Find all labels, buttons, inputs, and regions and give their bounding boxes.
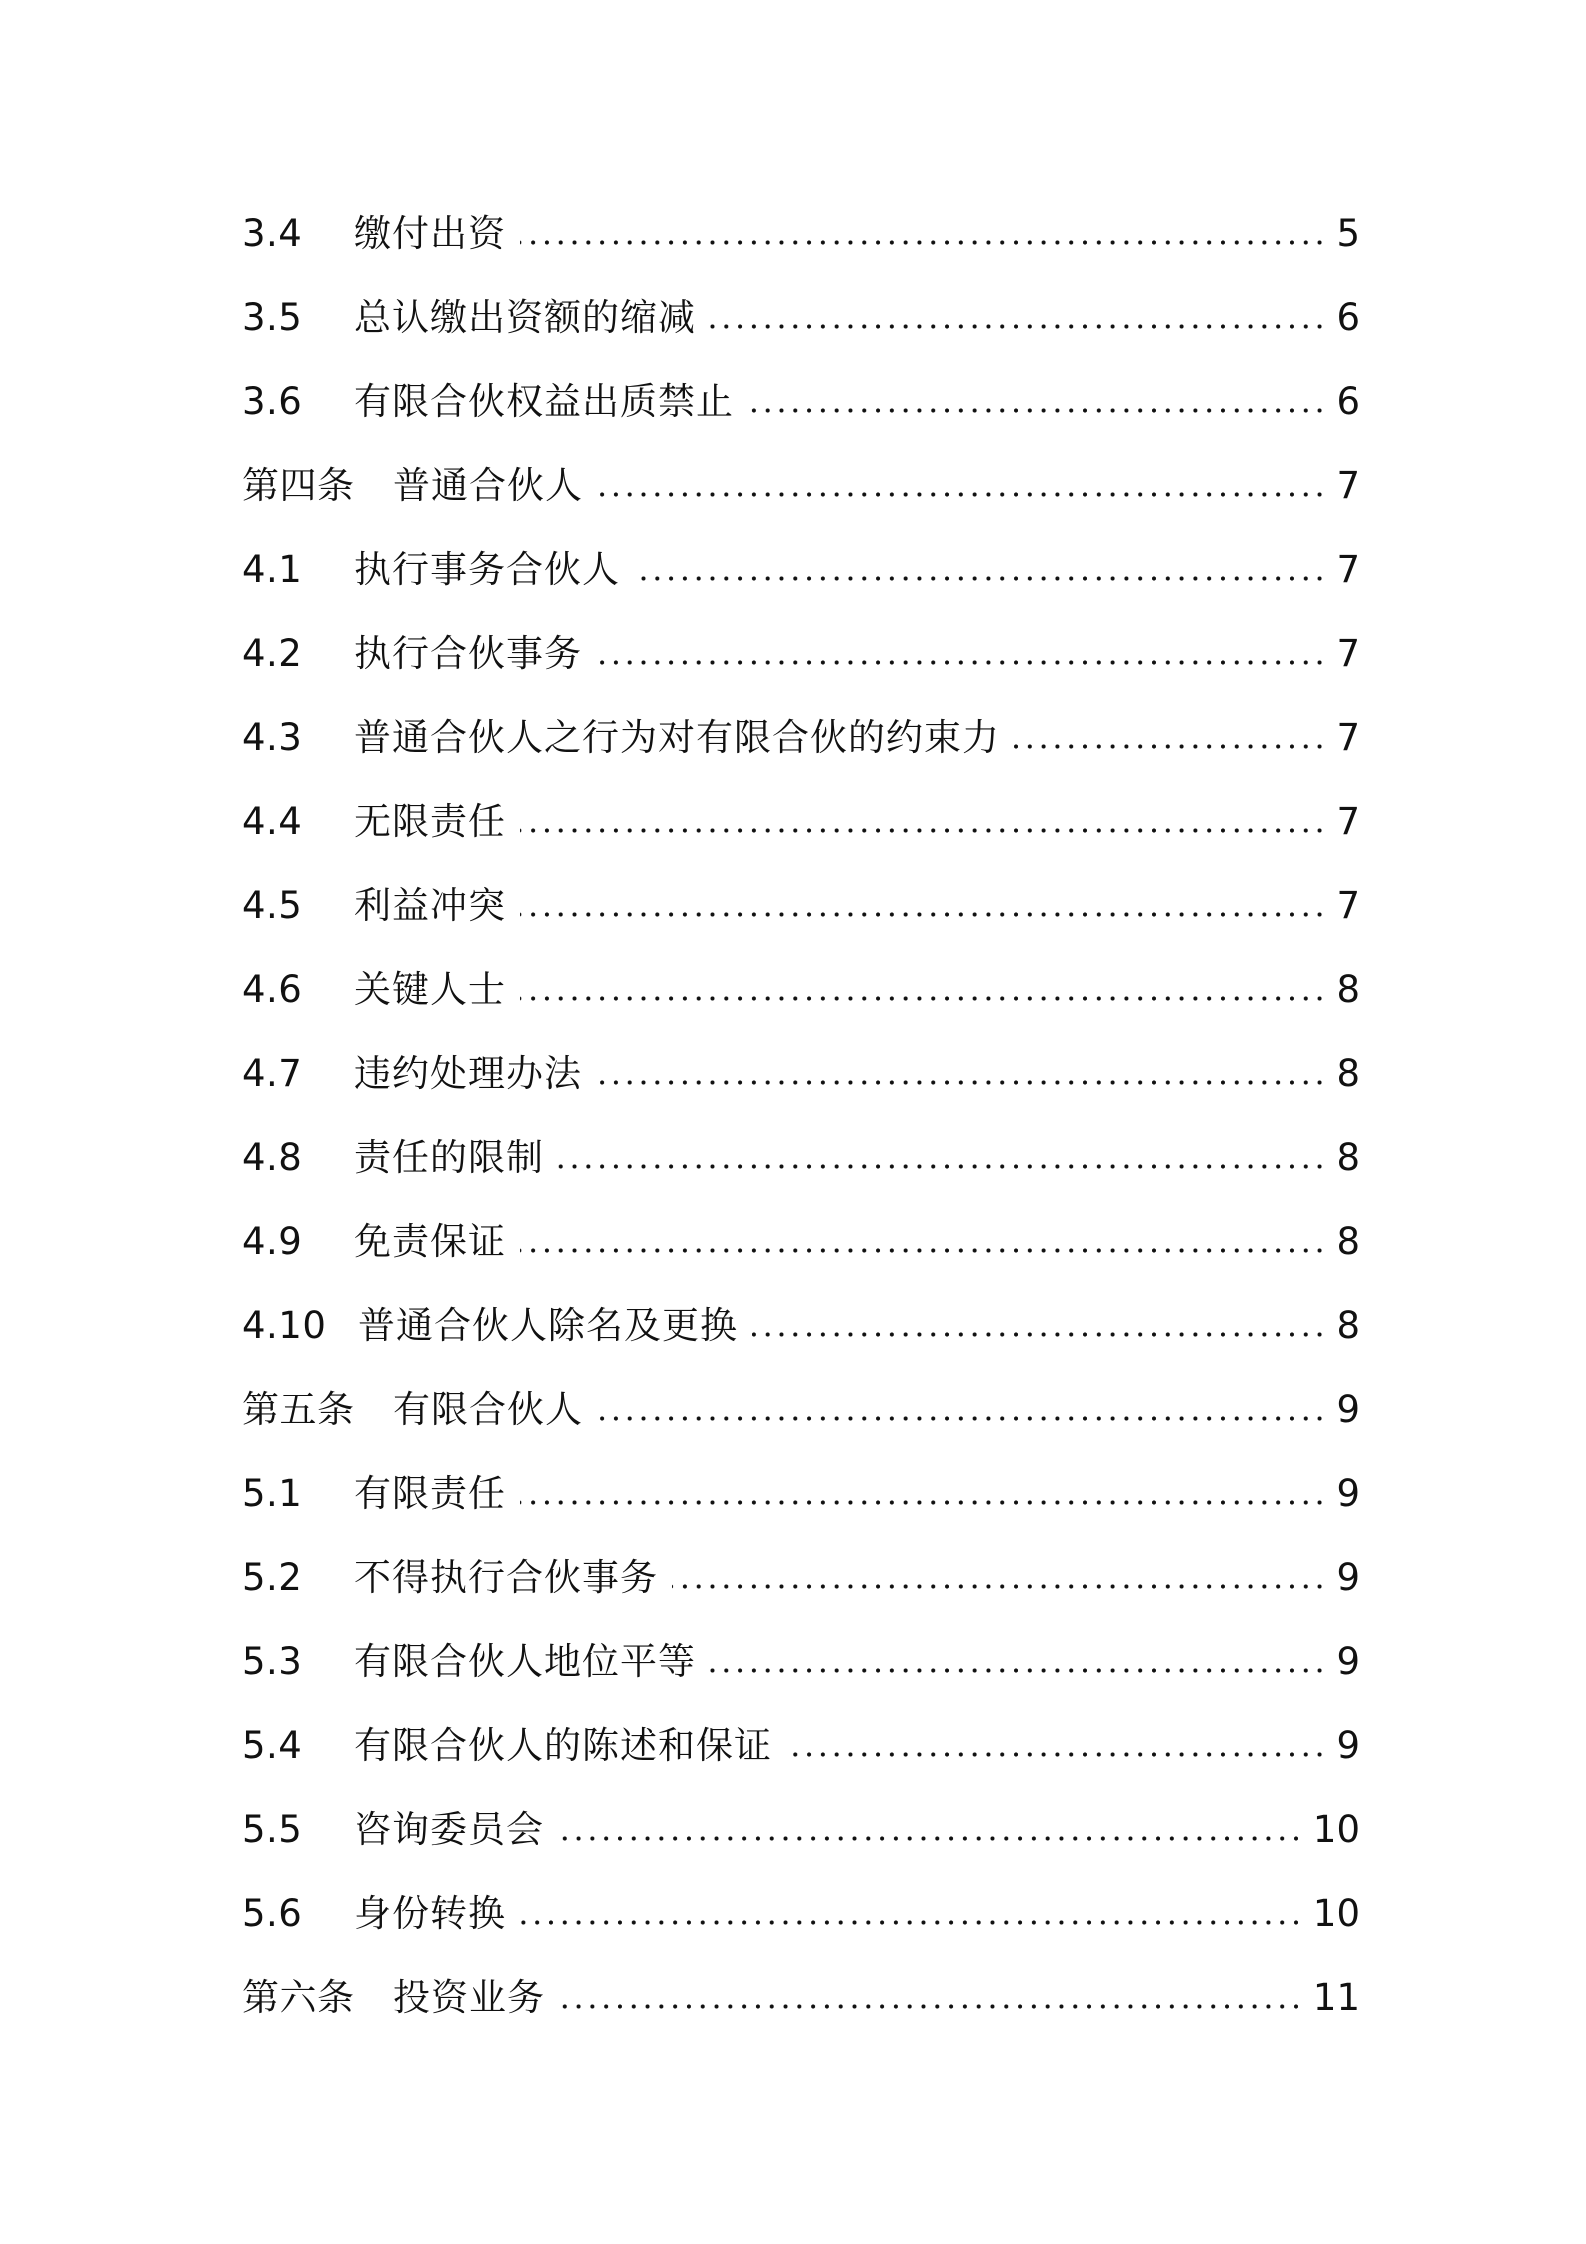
toc-entry-title: 有限合伙人 [393,1388,583,1431]
toc-entry-title: 有限责任 [354,1472,506,1515]
toc-entry-title: 免责保证 [354,1220,506,1263]
toc-entry-page-number: 5 [1336,212,1360,255]
dot-leader [786,1752,1326,1757]
dot-leader [559,2004,1303,2009]
toc-entry[interactable] [242,1200,1360,1284]
toc-entry-title: 普通合伙人除名及更换 [358,1304,738,1347]
toc-entry-title: 身份转换 [354,1892,506,1935]
toc-entry[interactable] [242,276,1360,360]
toc-entry-page-number: 9 [1336,1388,1360,1431]
toc-entry-number: 5.3 [242,1640,303,1683]
dot-leader [1014,744,1326,749]
toc-entry-number: 4.5 [242,884,303,927]
toc-entry-number: 第六条 [242,1976,355,2019]
dot-leader [672,1584,1326,1589]
toc-entry-number: 4.9 [242,1220,303,1263]
toc-entry-title: 普通合伙人 [393,464,583,507]
toc-entry[interactable] [242,1536,1360,1620]
toc-entry-title: 关键人士 [354,968,506,1011]
dot-leader [520,828,1326,833]
toc-entry-title: 有限合伙权益出质禁止 [354,380,734,423]
dot-leader [748,408,1326,413]
toc-entry-page-number: 7 [1336,716,1360,759]
toc-entry-number: 4.10 [242,1304,327,1347]
toc-entry-number: 5.6 [242,1892,303,1935]
dot-leader [520,240,1326,245]
dot-leader [597,1416,1326,1421]
toc-entry-page-number: 8 [1336,1052,1360,1095]
dot-leader [520,912,1326,917]
toc-entry[interactable] [242,864,1360,948]
toc-entry[interactable] [242,1872,1360,1956]
toc-entry-title: 责任的限制 [354,1136,544,1179]
toc-entry-number: 5.2 [242,1556,303,1599]
toc-entry[interactable] [242,1284,1360,1368]
toc-entry-number: 4.6 [242,968,303,1011]
dot-leader [520,996,1326,1001]
toc-entry-page-number: 8 [1336,968,1360,1011]
toc-entry[interactable] [242,1620,1360,1704]
toc-entry-number: 4.3 [242,716,303,759]
toc-entry-page-number: 6 [1336,380,1360,423]
toc-entry[interactable] [242,1704,1360,1788]
toc-entry-page-number: 8 [1336,1304,1360,1347]
toc-entry-title: 总认缴出资额的缩减 [354,296,696,339]
toc-entry-page-number: 10 [1312,1808,1360,1851]
toc-entry[interactable] [242,696,1360,780]
toc-entry-page-number: 7 [1336,800,1360,843]
toc-entry-number: 3.5 [242,296,303,339]
dot-leader [558,1164,1326,1169]
toc-entry-title: 不得执行合伙事务 [354,1556,658,1599]
toc-entry[interactable] [242,192,1360,276]
toc-entry-number: 4.1 [242,548,303,591]
table-of-contents [242,192,1360,2040]
toc-entry-number: 3.6 [242,380,303,423]
toc-entry-number: 4.2 [242,632,303,675]
toc-entry-title: 利益冲突 [354,884,506,927]
toc-entry-number: 5.1 [242,1472,303,1515]
toc-entry-title: 违约处理办法 [354,1052,582,1095]
toc-entry-title: 咨询委员会 [354,1808,544,1851]
toc-entry[interactable] [242,1368,1360,1452]
toc-entry-page-number: 7 [1336,548,1360,591]
toc-entry-page-number: 7 [1336,464,1360,507]
toc-entry[interactable] [242,948,1360,1032]
toc-entry-page-number: 9 [1336,1640,1360,1683]
toc-entry[interactable] [242,1956,1360,2040]
toc-entry[interactable] [242,1032,1360,1116]
toc-entry[interactable] [242,780,1360,864]
toc-entry-number: 第四条 [242,464,355,507]
dot-leader [520,1248,1326,1253]
toc-entry-number: 5.4 [242,1724,303,1767]
dot-leader [558,1836,1303,1841]
toc-entry-title: 执行事务合伙人 [354,548,620,591]
toc-entry-number: 第五条 [242,1388,355,1431]
toc-entry-page-number: 9 [1336,1556,1360,1599]
toc-entry-page-number: 6 [1336,296,1360,339]
toc-entry[interactable] [242,1116,1360,1200]
dot-leader [752,1332,1326,1337]
dot-leader [596,1080,1326,1085]
toc-entry-number: 5.5 [242,1808,303,1851]
toc-entry[interactable] [242,528,1360,612]
toc-entry-number: 4.4 [242,800,303,843]
toc-entry-page-number: 9 [1336,1724,1360,1767]
dot-leader [597,492,1326,497]
dot-leader [634,576,1326,581]
toc-entry-title: 有限合伙人的陈述和保证 [354,1724,772,1767]
dot-leader [520,1920,1303,1925]
toc-entry-title: 普通合伙人之行为对有限合伙的约束力 [354,716,1000,759]
toc-entry-title: 缴付出资 [354,212,506,255]
toc-entry-number: 4.7 [242,1052,303,1095]
toc-entry-page-number: 7 [1336,632,1360,675]
dot-leader [520,1500,1326,1505]
toc-entry[interactable] [242,1788,1360,1872]
dot-leader [710,324,1326,329]
toc-entry-page-number: 11 [1312,1976,1360,2019]
dot-leader [710,1668,1326,1673]
toc-entry-page-number: 8 [1336,1136,1360,1179]
toc-entry-page-number: 8 [1336,1220,1360,1263]
toc-entry[interactable] [242,612,1360,696]
toc-entry-page-number: 10 [1312,1892,1360,1935]
toc-entry-number: 4.8 [242,1136,303,1179]
toc-entry-number: 3.4 [242,212,303,255]
toc-entry-title: 执行合伙事务 [354,632,582,675]
toc-entry-title: 无限责任 [354,800,506,843]
dot-leader [596,660,1326,665]
toc-entry-page-number: 7 [1336,884,1360,927]
toc-entry[interactable] [242,360,1360,444]
toc-entry[interactable] [242,444,1360,528]
toc-entry-title: 有限合伙人地位平等 [354,1640,696,1683]
toc-entry-page-number: 9 [1336,1472,1360,1515]
toc-entry[interactable] [242,1452,1360,1536]
toc-entry-title: 投资业务 [393,1976,545,2019]
